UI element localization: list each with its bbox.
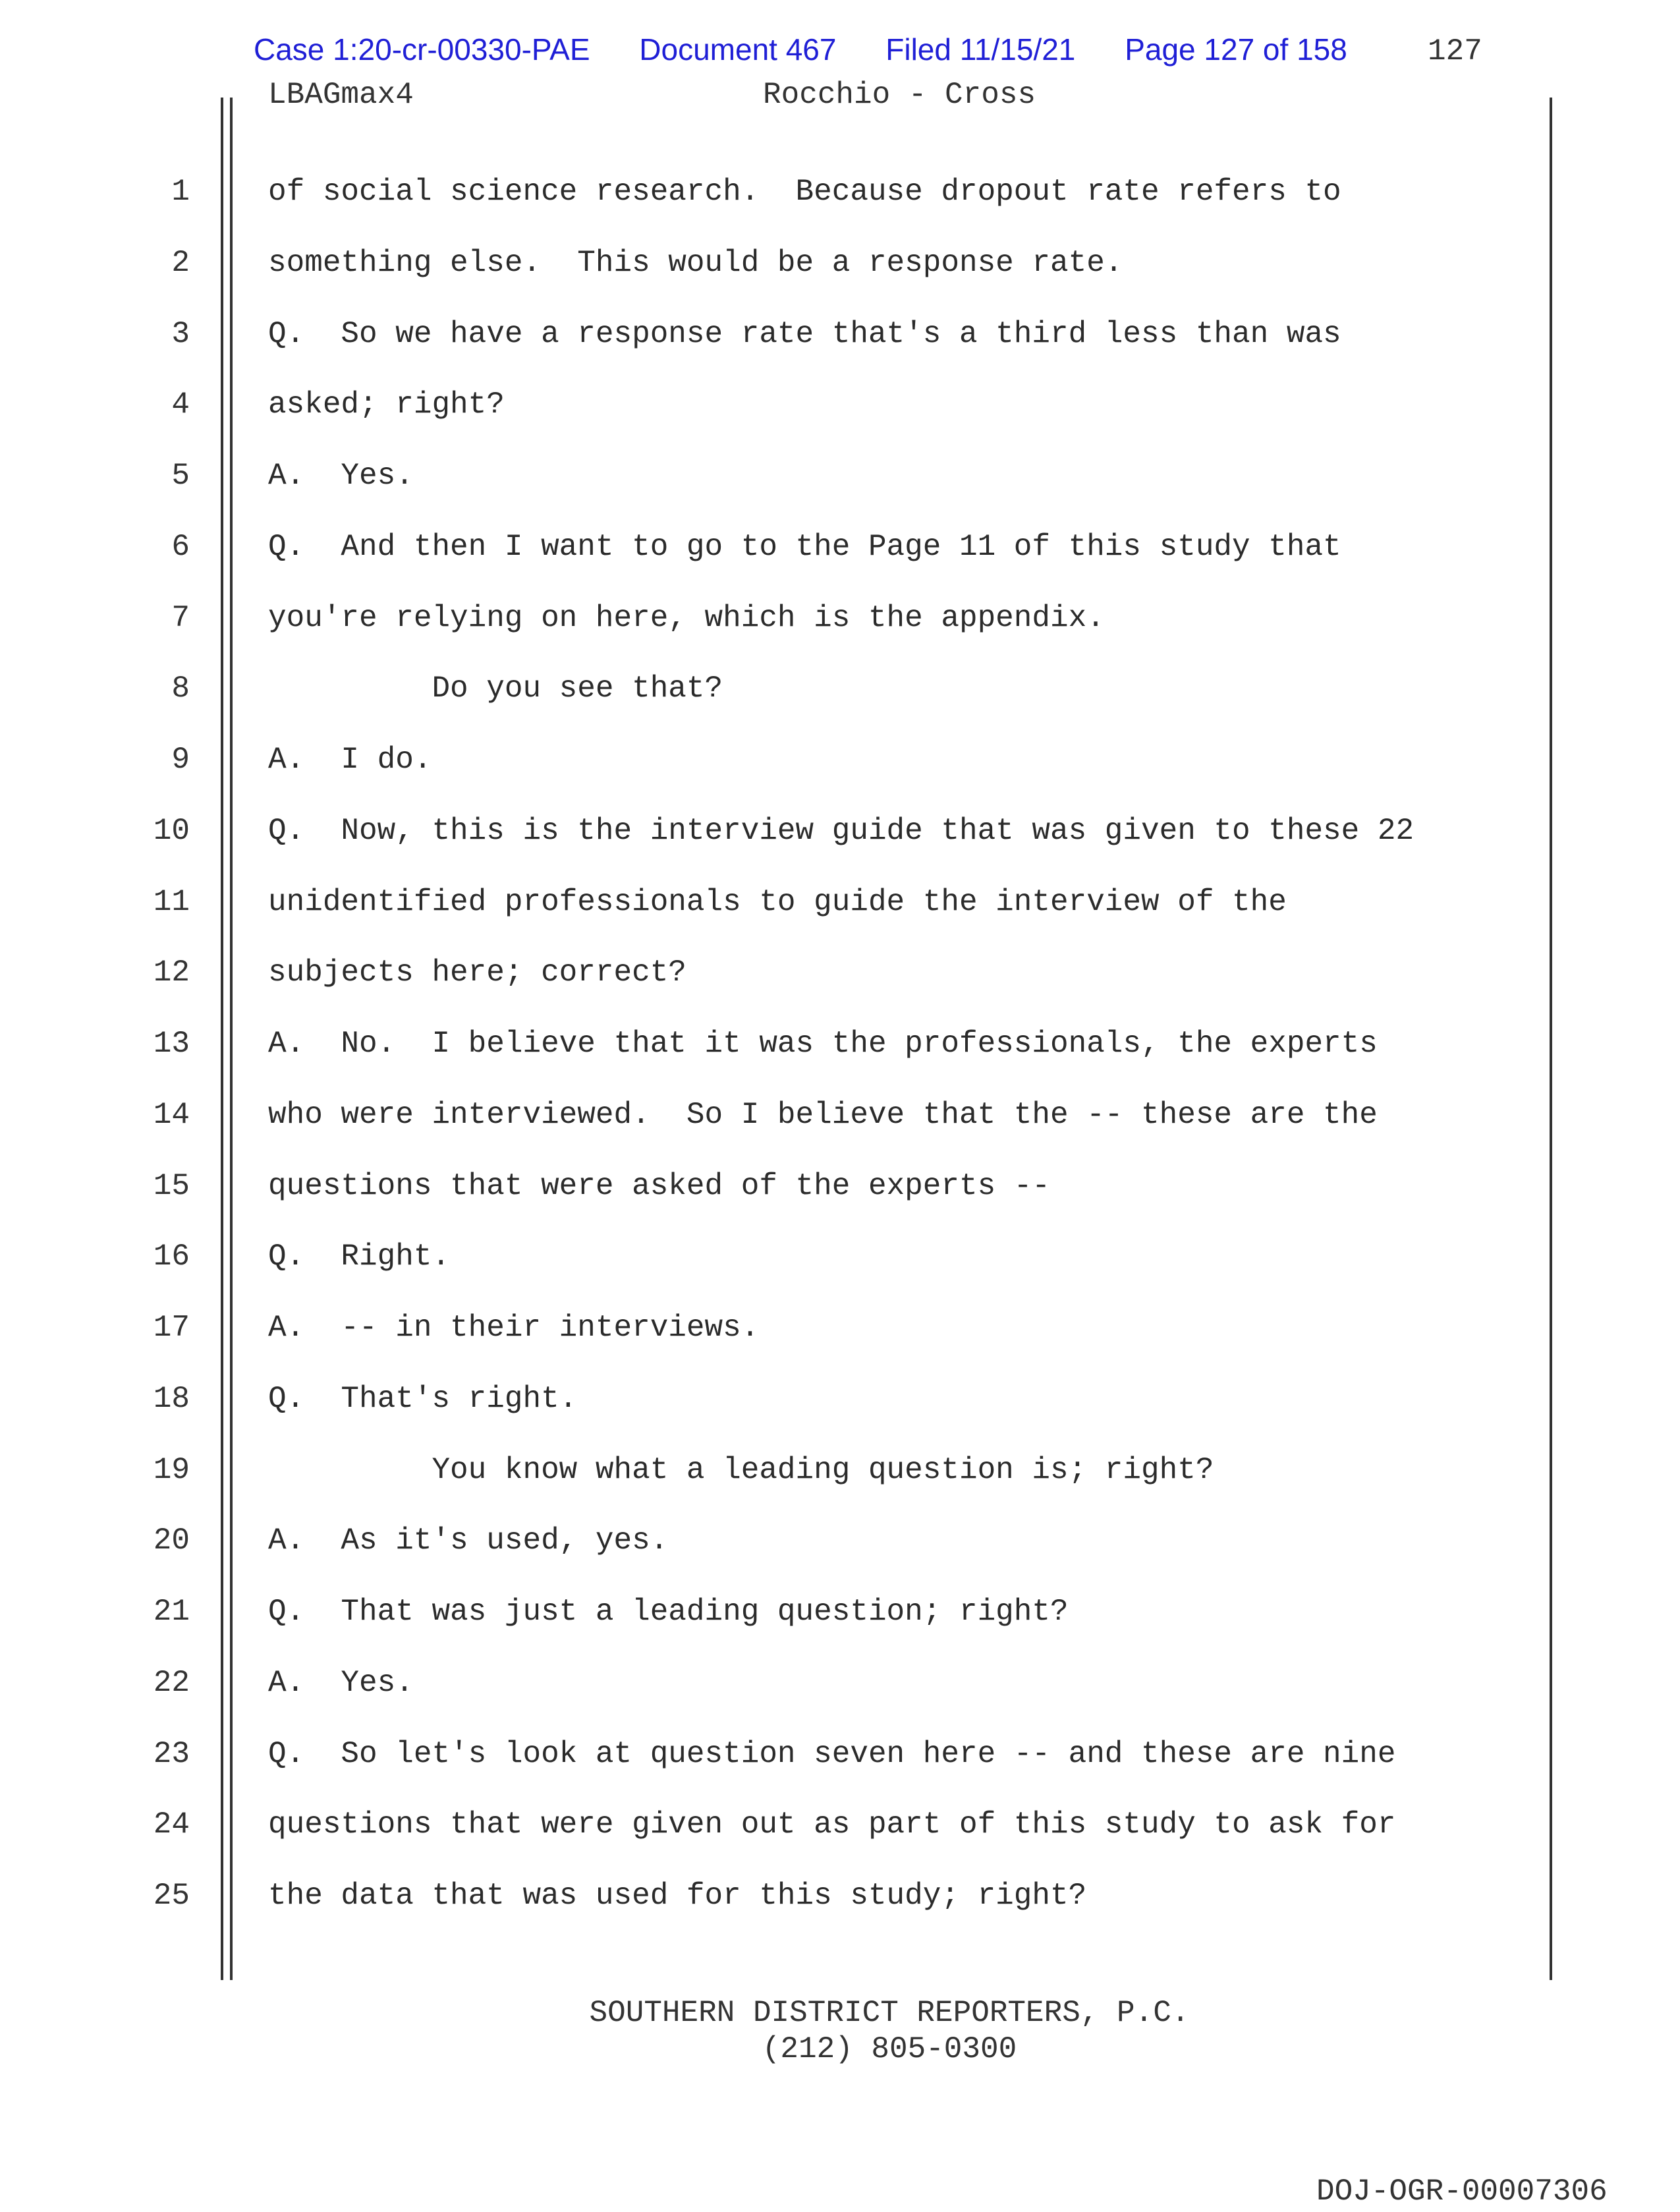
transcript-line: Do you see that? <box>268 671 723 706</box>
transcript-line: Q. So we have a response rate that's a third less than was <box>268 317 1341 351</box>
running-head-code: LBAGmax4 <box>268 78 414 112</box>
transcript-line: Q. Right. <box>268 1239 451 1274</box>
line-number: 17 <box>153 1311 190 1345</box>
line-number: 23 <box>153 1737 190 1771</box>
line-number: 3 <box>171 317 190 351</box>
line-number: 22 <box>153 1666 190 1700</box>
document-number: Document 467 <box>639 32 837 67</box>
line-number: 19 <box>153 1453 190 1487</box>
line-number: 15 <box>153 1169 190 1203</box>
line-number: 8 <box>171 671 190 706</box>
transcript-line: questions that were given out as part of this study to ask for <box>268 1807 1396 1842</box>
line-number: 4 <box>171 387 190 422</box>
page-of-total: Page 127 of 158 <box>1125 32 1347 67</box>
transcript-line: Q. Now, this is the interview guide that was given to these 22 <box>268 814 1414 848</box>
line-number: 24 <box>153 1807 190 1842</box>
transcript-line: Q. And then I want to go to the Page 11 of this study that <box>268 530 1341 564</box>
line-number: 16 <box>153 1239 190 1274</box>
transcript-line: Q. So let's look at question seven here -- and these are nine <box>268 1737 1396 1771</box>
transcript-line: of social science research. Because dropout rate refers to <box>268 175 1341 209</box>
transcript-line: who were interviewed. So I believe that the -- these are the <box>268 1098 1378 1132</box>
page-footer <box>0 1995 1680 2068</box>
transcript-line: the data that was used for this study; right? <box>268 1879 1087 1913</box>
transcript-line: questions that were asked of the experts -- <box>268 1169 1050 1203</box>
left-margin-rule-inner <box>230 98 233 1980</box>
transcript-line: something else. This would be a response rate. <box>268 246 1123 280</box>
reporter-phone: (212) 805-0300 <box>762 2032 1017 2066</box>
line-number: 12 <box>153 955 190 990</box>
transcript-line: A. Yes. <box>268 1666 414 1700</box>
line-number: 13 <box>153 1027 190 1061</box>
line-number: 18 <box>153 1382 190 1416</box>
right-margin-rule <box>1550 98 1552 1980</box>
line-number: 20 <box>153 1523 190 1558</box>
transcript-line: A. -- in their interviews. <box>268 1311 760 1345</box>
line-number: 14 <box>153 1098 190 1132</box>
line-number: 7 <box>171 601 190 635</box>
left-margin-rule <box>221 98 223 1980</box>
case-number: Case 1:20-cr-00330-PAE <box>254 32 590 67</box>
running-head-witness: Rocchio - Cross <box>763 78 1036 112</box>
transcript-line: A. I do. <box>268 743 432 777</box>
transcript-line: You know what a leading question is; right? <box>268 1453 1214 1487</box>
line-number: 11 <box>153 885 190 919</box>
line-number: 5 <box>171 459 190 493</box>
reporter-name: SOUTHERN DISTRICT REPORTERS, P.C. <box>589 1996 1190 2030</box>
transcript-page-number: 127 <box>1428 34 1482 69</box>
transcript-line: Q. That was just a leading question; right? <box>268 1595 1069 1629</box>
transcript-line: asked; right? <box>268 387 505 422</box>
line-number: 10 <box>153 814 190 848</box>
line-number: 25 <box>153 1879 190 1913</box>
transcript-line: unidentified professionals to guide the interview of the <box>268 885 1287 919</box>
transcript-line: you're relying on here, which is the appendix. <box>268 601 1105 635</box>
line-number: 2 <box>171 246 190 280</box>
transcript-line: Q. That's right. <box>268 1382 578 1416</box>
transcript-line: subjects here; correct? <box>268 955 686 990</box>
line-number: 21 <box>153 1595 190 1629</box>
line-number: 1 <box>171 175 190 209</box>
transcript-line: A. No. I believe that it was the professionals, the experts <box>268 1027 1378 1061</box>
filed-date: Filed 11/15/21 <box>885 32 1076 67</box>
line-number: 6 <box>171 530 190 564</box>
bates-number: DOJ-OGR-00007306 <box>1316 2174 1608 2209</box>
filing-header <box>254 32 1347 67</box>
line-number: 9 <box>171 743 190 777</box>
transcript-line: A. Yes. <box>268 459 414 493</box>
transcript-line: A. As it's used, yes. <box>268 1523 669 1558</box>
